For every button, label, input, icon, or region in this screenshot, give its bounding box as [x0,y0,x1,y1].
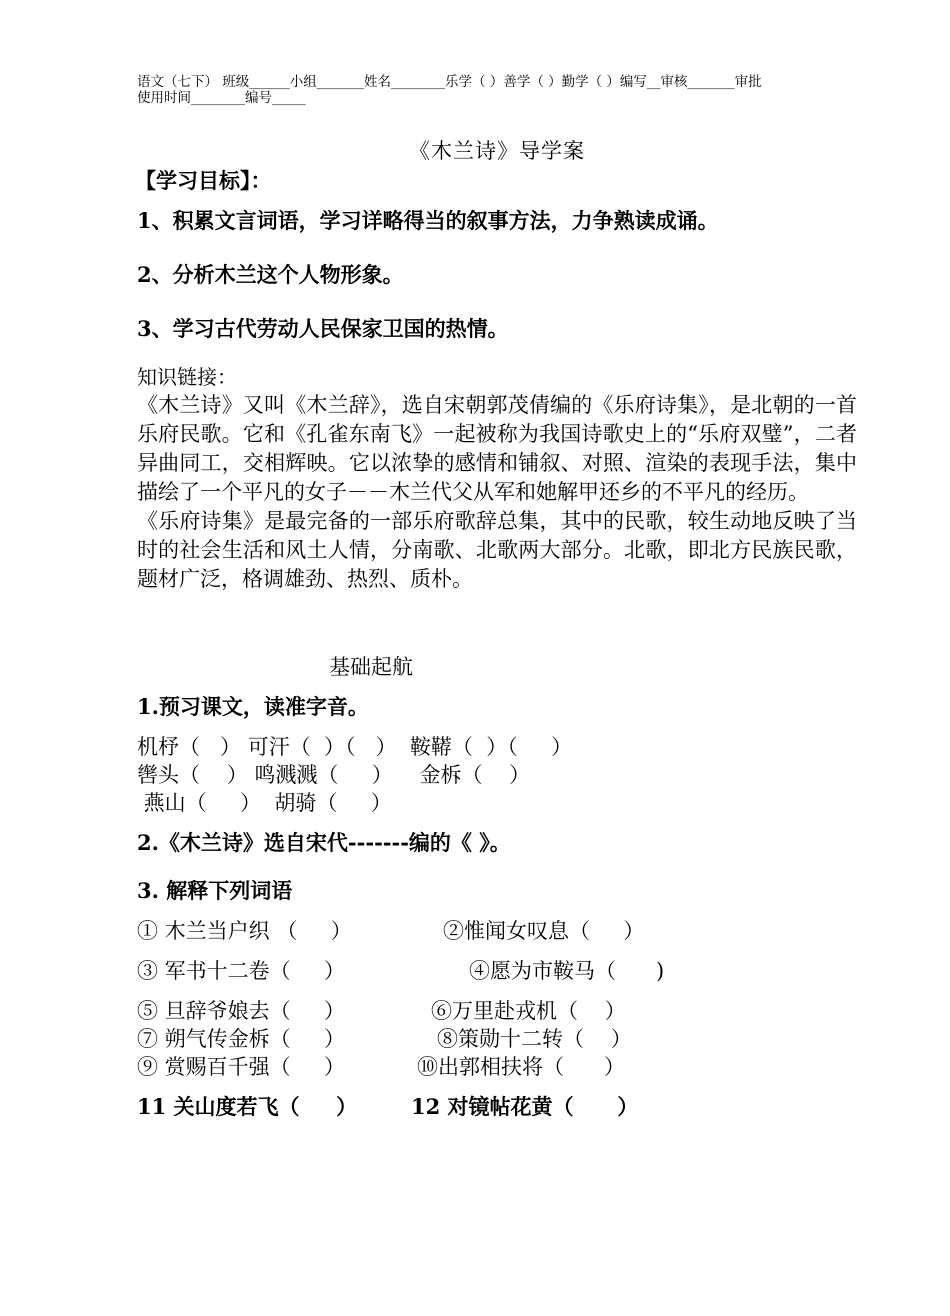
vocab-row-4 [137,1025,857,1053]
section-title: 基础起航 [329,655,413,679]
vocab-item-7: ⑦ 朔气传金柝（ ） [137,1027,346,1051]
vocab-item-8: ⑧策勋十二转（ ） [437,1027,632,1051]
vocab-item-9: ⑨ 赏赐百千强（ ） [137,1055,346,1079]
question-2: 2.《木兰诗》选自宋代-------编的《 》。 [137,830,511,855]
goals-heading: 【学习目标】： [135,168,272,193]
question-3-title: 3. 解释下列词语 [137,878,293,903]
vocab-row-6 [137,1093,857,1121]
header-line-1: 语文（七下） 班级______小组_______姓名________乐学（ ）善学（ ）勤学（ ）编写__审核_______审批 [137,74,762,90]
vocab-item-12: 12 对镜帖花黄（ ） [411,1094,639,1119]
vocab-item-4: ④愿为市鞍马（ ) [469,959,665,983]
vocab-item-11: 11 关山度若飞（ ） [137,1094,358,1119]
goal-item-2: 2、分析木兰这个人物形象。 [137,262,404,287]
vocab-item-6: ⑥万里赴戎机（ ） [431,999,626,1023]
header-line-2: 使用时间________编号_____ [137,90,306,106]
pronunciation-row-1: 机杼（ ） 可汗（ ）（ ） 鞍鞯（ ）（ ） [137,735,573,759]
page-title: 《木兰诗》导学案 [409,139,585,163]
vocab-item-1: ① 木兰当户织 （ ） [137,919,352,943]
question-1-title: 1.预习课文，读准字音。 [137,694,369,719]
goal-item-1: 1、积累文言词语，学习详略得当的叙事方法，力争熟读成诵。 [137,208,719,233]
header-info [137,74,857,106]
vocab-item-2: ②惟闻女叹息（ ） [443,919,645,943]
vocab-row-5 [137,1053,857,1081]
knowledge-heading: 知识链接： [137,365,237,389]
vocab-row-1 [137,917,857,945]
knowledge-paragraph-2: 《乐府诗集》是最完备的一部乐府歌辞总集，其中的民歌，较生动地反映了当时的社会生活和风土人情，分南歌、北歌两大部分。北歌，即北方民族民歌，题材广泛，格调雄劲、热烈、质朴。 [137,509,857,591]
vocab-item-10: ⑩出郭相扶将（ ） [417,1055,626,1079]
pronunciation-row-2: 辔头（ ） 鸣溅溅（ ） 金柝（ ） [137,763,531,787]
pronunciation-row-3: 燕山（ ） 胡骑（ ） [137,791,392,815]
vocab-row-2 [137,957,857,985]
vocab-row-3 [137,997,857,1025]
vocab-item-3: ③ 军书十二卷（ ） [137,959,346,983]
document-page [137,74,857,1121]
knowledge-paragraph-1: 《木兰诗》又叫《木兰辞》，选自宋朝郭茂倩编的《乐府诗集》，是北朝的一首乐府民歌。它和《孔雀东南飞》一起被称为我国诗歌史上的“乐府双璧”，二者异曲同工，交相辉映。它以浓挚的感情和铺叙、对照、渲染的表现手法，集中描绘了一个平凡的女子－－木兰代父从军和她解甲还乡的不平凡的经历。 [137,393,857,504]
goal-item-3: 3、学习古代劳动人民保家卫国的热情。 [137,316,509,341]
vocab-item-5: ⑤ 旦辞爷娘去（ ） [137,999,346,1023]
